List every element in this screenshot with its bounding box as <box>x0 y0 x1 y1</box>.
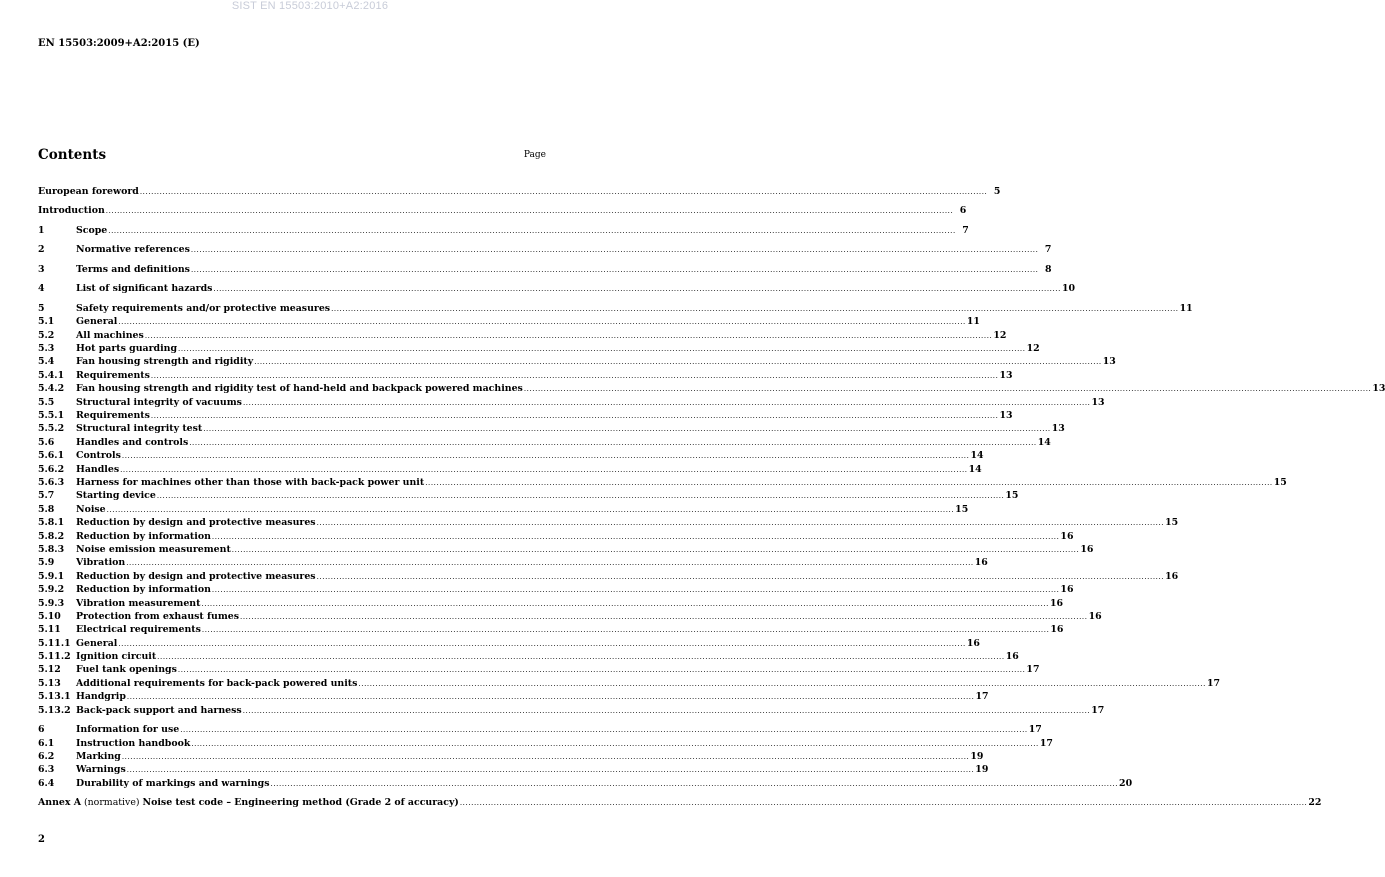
toc-entry-title: Reduction by design and protective measures <box>76 517 316 529</box>
toc-leader-dots: ............................................................................................................................................................................................................................................................................................................ <box>213 285 1061 294</box>
toc-entry-title: Starting device <box>76 490 156 502</box>
toc-entry-page: 16 <box>1165 570 1179 582</box>
toc-leader-dots: ............................................................................................................................................................................................................................................................................................................ <box>189 438 1037 447</box>
toc-entry-title: Structural integrity of vacuums <box>76 396 242 408</box>
toc-entry-page: 11 <box>966 316 980 328</box>
toc-entry-page: 16 <box>1060 584 1074 596</box>
annex-prefix: Annex A <box>38 797 81 809</box>
toc-leader-dots: ............................................................................................................................................................................................................................................................................................................ <box>240 612 1088 621</box>
toc-entry-page: 22 <box>1308 797 1322 809</box>
toc-entry-number: 5.6.2 <box>38 463 65 475</box>
toc-entry[interactable] <box>38 650 1019 663</box>
toc-entry-title: Warnings <box>76 764 126 776</box>
toc-entry-title: Marking <box>76 750 121 762</box>
toc-leader-dots: ............................................................................................................................................................................................................................................................................................................ <box>156 492 1005 501</box>
toc-entry-page: 15 <box>955 503 969 515</box>
toc-entry-title: General <box>76 637 118 649</box>
toc-entry[interactable] <box>38 723 1042 736</box>
toc-entry-title: Handles <box>76 463 120 475</box>
toc-leader-dots: ............................................................................................................................................................................................................................................................................................................ <box>180 726 1028 735</box>
toc-entry-page: 13 <box>1372 383 1385 395</box>
toc-entry-annex[interactable] <box>38 796 1322 809</box>
toc-entry-title: Hot parts guarding <box>76 343 178 355</box>
toc-entry-page: 10 <box>1061 283 1075 295</box>
toc-entry-title: Introduction <box>38 205 105 217</box>
toc-entry[interactable] <box>38 342 1040 355</box>
toc-entry-page: 13 <box>1102 356 1116 368</box>
toc-entry-page: 17 <box>1039 737 1053 749</box>
toc-leader-dots: ............................................................................................................................................................................................................................................................................................................ <box>126 766 975 775</box>
toc-entry-number: 6 <box>38 724 45 736</box>
toc-entry[interactable] <box>38 489 1019 502</box>
toc-entry[interactable] <box>38 763 989 776</box>
toc-entry-number: 6.4 <box>38 777 55 789</box>
toc-leader-dots: ............................................................................................................................................................................................................................................................................................................ <box>150 371 999 380</box>
annex-title: Noise test code – Engineering method (Grade 2 of accuracy) <box>142 797 459 809</box>
toc-entry[interactable] <box>38 623 1064 636</box>
toc-entry-page: 15 <box>1273 476 1287 488</box>
toc-leader-dots: ............................................................................................................................................................................................................................................................................................................ <box>190 265 1039 274</box>
toc-entry[interactable] <box>38 369 1013 382</box>
toc-entry-page: 16 <box>1060 530 1074 542</box>
toc-entry-number: 4 <box>38 283 45 295</box>
toc-entry[interactable] <box>38 690 989 703</box>
toc-entry-title: Back-pack support and harness <box>76 704 242 716</box>
toc-entry-title: Requirements <box>76 369 150 381</box>
toc-leader-dots: ............................................................................................................................................................................................................................................................................................................ <box>150 412 999 421</box>
toc-entry-page: 16 <box>1050 624 1064 636</box>
toc-entry-number: 5.1 <box>38 316 55 328</box>
toc-entry[interactable] <box>38 704 1105 717</box>
toc-entry-page: 13 <box>1051 423 1065 435</box>
toc-entry-page: 5 <box>993 186 1001 197</box>
toc-entry-page: 17 <box>1028 724 1042 736</box>
toc-entry-number: 5.6 <box>38 436 55 448</box>
annex-qualifier: (normative) <box>81 797 143 809</box>
toc-entry-title: All machines <box>76 329 144 341</box>
toc-entry-title: Handles and controls <box>76 436 189 448</box>
toc-leader-dots: ............................................................................................................................................................................................................................................................................................................ <box>144 331 993 340</box>
toc-entry-title: List of significant hazards <box>76 283 213 295</box>
toc-entry-number: 1 <box>38 224 45 236</box>
toc-leader-dots: ............................................................................................................................................................................................................................................................................................................ <box>105 207 954 216</box>
toc-leader-dots: ............................................................................................................................................................................................................................................................................................................ <box>120 465 968 474</box>
toc-entry-title: Electrical requirements <box>76 624 201 636</box>
toc-entry-title: Handgrip <box>76 691 126 703</box>
toc-entry[interactable] <box>38 570 1179 583</box>
toc-entry-page: 20 <box>1119 777 1133 789</box>
toc-entry[interactable] <box>38 503 969 516</box>
toc-entry-page: 11 <box>1179 302 1193 314</box>
toc-leader-dots: ............................................................................................................................................................................................................................................................................................................ <box>425 478 1273 487</box>
toc-entry-page: 13 <box>999 369 1013 381</box>
toc-entry-page: 6 <box>959 205 967 217</box>
toc-entry-number: 5.4.1 <box>38 369 65 381</box>
toc-entry-title: Terms and definitions <box>76 263 190 275</box>
toc-entry-page: 13 <box>999 410 1013 422</box>
toc-leader-dots: ............................................................................................................................................................................................................................................................................................................ <box>121 452 970 461</box>
toc-entry-title: Ignition circuit <box>76 651 157 663</box>
toc-entry[interactable] <box>38 637 980 650</box>
toc-entry-number: 5.9.3 <box>38 597 65 609</box>
toc-entry-title: Reduction by information <box>76 584 211 596</box>
toc-entry-number: 5.11 <box>38 624 61 636</box>
toc-entry-page: 12 <box>1026 343 1040 355</box>
toc-entry-number: 5.8.2 <box>38 530 65 542</box>
toc-entry[interactable] <box>38 315 980 328</box>
toc-leader-dots: ............................................................................................................................................................................................................................................................................................................ <box>211 586 1060 595</box>
toc-entry-number: 6.1 <box>38 737 55 749</box>
toc-entry-page: 14 <box>1037 436 1051 448</box>
toc-entry[interactable] <box>38 243 1052 256</box>
toc-entry-page: 16 <box>1049 597 1064 609</box>
toc-entry-number: 6.3 <box>38 764 55 776</box>
toc-entry-title: Reduction by information <box>76 530 211 542</box>
toc-leader-dots: ............................................................................................................................................................................................................................................................................................................ <box>254 358 1102 367</box>
toc-entry-number: 5.9.1 <box>38 570 65 582</box>
toc-leader-dots: ............................................................................................................................................................................................................................................................................................................ <box>523 385 1372 394</box>
toc-entry-number: 5.8.3 <box>38 543 65 555</box>
toc-leader-dots: ............................................................................................................................................................................................................................................................................................................ <box>201 599 1049 608</box>
toc-entry-number: 2 <box>38 244 45 256</box>
toc-entry[interactable] <box>38 597 1064 610</box>
toc-entry-title: Additional requirements for back-pack powered units <box>76 677 358 689</box>
toc-entry[interactable] <box>38 224 969 237</box>
toc-entry-title: Instruction handbook <box>76 737 191 749</box>
toc-entry-title: Safety requirements and/or protective measures <box>76 302 331 314</box>
toc-entry-number: 5.5 <box>38 396 55 408</box>
toc-entry-title: Vibration <box>76 557 126 569</box>
toc-leader-dots: ............................................................................................................................................................................................................................................................................................................ <box>331 304 1179 313</box>
toc-entry[interactable] <box>38 329 1007 342</box>
toc-entry-page: 8 <box>1044 263 1052 275</box>
toc-entry[interactable] <box>38 449 984 462</box>
toc-entry-page: 7 <box>1044 244 1052 256</box>
toc-leader-dots: ............................................................................................................................................................................................................................................................................................................ <box>126 559 974 568</box>
toc-entry-page: 16 <box>1080 543 1094 555</box>
toc-entry-page: 15 <box>1005 490 1019 502</box>
toc-entry[interactable] <box>38 556 988 569</box>
toc-leader-dots: ............................................................................................................................................................................................................................................................................................................ <box>108 226 956 235</box>
toc-entry[interactable] <box>38 677 1220 690</box>
toc-entry[interactable] <box>38 750 984 763</box>
toc-entry[interactable] <box>38 185 1001 198</box>
toc-entry-title: Controls <box>76 450 121 462</box>
toc-entry-title: Fan housing strength and rigidity <box>76 356 254 368</box>
toc-entry-number: 5.10 <box>38 610 61 622</box>
toc-leader-dots: ............................................................................................................................................................................................................................................................................................................ <box>358 679 1206 688</box>
toc-entry-page: 13 <box>1091 396 1105 408</box>
toc-entry[interactable] <box>38 476 1287 489</box>
toc-entry-page: 16 <box>1005 651 1019 663</box>
table-of-contents <box>38 185 1385 810</box>
toc-entry[interactable] <box>38 777 1133 790</box>
toc-leader-dots: ............................................................................................................................................................................................................................................................................................................ <box>242 706 1091 715</box>
toc-leader-dots: ............................................................................................................................................................................................................................................................................................................ <box>139 188 988 196</box>
toc-entry[interactable] <box>38 530 1074 543</box>
toc-entry-page: 19 <box>970 750 984 762</box>
toc-entry[interactable] <box>38 382 1385 395</box>
toc-entry-number: 5.4.2 <box>38 383 65 395</box>
toc-entry-page: 14 <box>970 450 984 462</box>
toc-entry-title: Information for use <box>76 724 180 736</box>
toc-entry-number: 6.2 <box>38 750 55 762</box>
contents-heading: Contents <box>38 147 107 163</box>
toc-leader-dots: ............................................................................................................................................................................................................................................................................................................ <box>106 505 955 514</box>
toc-leader-dots: ............................................................................................................................................................................................................................................................................................................ <box>231 545 1080 554</box>
toc-entry[interactable] <box>38 355 1116 368</box>
toc-entry-title: Requirements <box>76 410 150 422</box>
toc-entry-title: Durability of markings and warnings <box>76 777 270 789</box>
toc-entry-title: Vibration measurement <box>76 597 201 609</box>
page-column-label: Page <box>523 150 546 160</box>
toc-leader-dots: ............................................................................................................................................................................................................................................................................................................ <box>211 532 1060 541</box>
toc-entry-number: 5.12 <box>38 664 61 676</box>
toc-entry-number: 5.3 <box>38 343 55 355</box>
toc-entry-title: Structural integrity test <box>76 423 203 435</box>
toc-entry[interactable] <box>38 737 1053 750</box>
toc-entry-number: 5.5.2 <box>38 423 65 435</box>
toc-leader-dots: ............................................................................................................................................................................................................................................................................................................ <box>190 246 1039 255</box>
toc-entry-number: 5.8.1 <box>38 517 65 529</box>
toc-leader-dots: ............................................................................................................................................................................................................................................................................................................ <box>177 666 1026 675</box>
toc-entry[interactable] <box>38 409 1013 422</box>
toc-annex-title <box>38 796 459 809</box>
document-id: EN 15503:2009+A2:2015 (E) <box>38 38 200 49</box>
toc-entry-number: 5.9 <box>38 557 55 569</box>
toc-leader-dots: ............................................................................................................................................................................................................................................................................................................ <box>178 345 1026 354</box>
toc-entry-page: 14 <box>968 463 982 475</box>
toc-entry[interactable] <box>38 663 1040 676</box>
toc-entry-page: 7 <box>962 224 969 236</box>
toc-entry-title: General <box>76 316 118 328</box>
toc-entry-number: 5.11.2 <box>38 651 71 663</box>
toc-entry-number: 5.13 <box>38 677 61 689</box>
toc-entry-page: 17 <box>975 691 989 703</box>
toc-entry-page: 15 <box>1165 517 1179 529</box>
toc-entry-title: Fan housing strength and rigidity test of hand-held and backpack powered machines <box>76 383 523 395</box>
toc-entry-page: 16 <box>974 557 988 569</box>
toc-entry-number: 5.7 <box>38 490 55 502</box>
toc-entry[interactable] <box>38 543 1094 556</box>
toc-entry-page: 19 <box>975 764 989 776</box>
toc-entry-title: Harness for machines other than those with back-pack power unit <box>76 476 425 488</box>
toc-leader-dots: ............................................................................................................................................................................................................................................................................................................ <box>270 779 1119 788</box>
toc-entry-title: Protection from exhaust fumes <box>76 610 240 622</box>
toc-entry[interactable] <box>38 516 1179 529</box>
toc-entry-title: Scope <box>76 224 108 236</box>
toc-entry-number: 5.13.1 <box>38 691 71 703</box>
toc-entry-page: 17 <box>1091 704 1105 716</box>
toc-entry-number: 5.9.2 <box>38 584 65 596</box>
toc-entry-number: 5.6.1 <box>38 450 65 462</box>
toc-entry-number: 5.8 <box>38 503 55 515</box>
toc-entry-number: 3 <box>38 263 45 275</box>
toc-entry-page: 12 <box>993 329 1007 341</box>
watermark: SIST EN 15503:2010+A2:2016 <box>231 0 389 12</box>
toc-leader-dots: ............................................................................................................................................................................................................................................................................................................ <box>316 572 1165 581</box>
toc-entry[interactable] <box>38 302 1193 315</box>
toc-entry[interactable] <box>38 263 1052 276</box>
toc-entry-title: Normative references <box>76 244 190 256</box>
toc-leader-dots: ............................................................................................................................................................................................................................................................................................................ <box>316 519 1165 528</box>
toc-entry-number: 5.13.2 <box>38 704 71 716</box>
toc-leader-dots: ............................................................................................................................................................................................................................................................................................................ <box>121 752 970 761</box>
toc-entry-page: 17 <box>1206 677 1220 689</box>
toc-leader-dots: ............................................................................................................................................................................................................................................................................................................ <box>126 693 975 702</box>
toc-entry-title: European foreword <box>38 186 139 197</box>
toc-leader-dots: ............................................................................................................................................................................................................................................................................................................ <box>459 799 1308 808</box>
toc-entry-title: Noise <box>76 503 106 515</box>
toc-entry-page: 16 <box>1088 610 1102 622</box>
toc-leader-dots: ............................................................................................................................................................................................................................................................................................................ <box>118 318 966 327</box>
toc-entry-number: 5.6.3 <box>38 476 65 488</box>
toc-entry[interactable] <box>38 583 1074 596</box>
toc-entry-number: 5.2 <box>38 329 55 341</box>
toc-entry-title: Reduction by design and protective measures <box>76 570 316 582</box>
toc-leader-dots: ............................................................................................................................................................................................................................................................................................................ <box>242 398 1091 407</box>
toc-leader-dots: ............................................................................................................................................................................................................................................................................................................ <box>118 639 966 648</box>
page-number: 2 <box>38 834 45 845</box>
toc-entry[interactable] <box>38 610 1102 623</box>
toc-entry-number: 5.5.1 <box>38 410 65 422</box>
toc-entry-title: Fuel tank openings <box>76 664 177 676</box>
toc-entry-title: Noise emission measurement <box>76 543 231 555</box>
toc-entry-number: 5 <box>38 302 45 314</box>
toc-leader-dots: ............................................................................................................................................................................................................................................................................................................ <box>157 653 1005 662</box>
toc-entry-number: 5.4 <box>38 356 55 368</box>
toc-entry-page: 17 <box>1026 664 1040 676</box>
toc-entry[interactable] <box>38 282 1075 295</box>
toc-entry[interactable] <box>38 204 967 217</box>
toc-entry[interactable] <box>38 463 982 476</box>
toc-entry-number: 5.11.1 <box>38 637 71 649</box>
toc-leader-dots: ............................................................................................................................................................................................................................................................................................................ <box>191 739 1039 748</box>
toc-leader-dots: ............................................................................................................................................................................................................................................................................................................ <box>201 626 1050 635</box>
toc-entry[interactable] <box>38 396 1105 409</box>
toc-entry-page: 16 <box>966 637 980 649</box>
toc-entry[interactable] <box>38 422 1065 435</box>
toc-leader-dots: ............................................................................................................................................................................................................................................................................................................ <box>203 425 1051 434</box>
toc-entry[interactable] <box>38 436 1051 449</box>
